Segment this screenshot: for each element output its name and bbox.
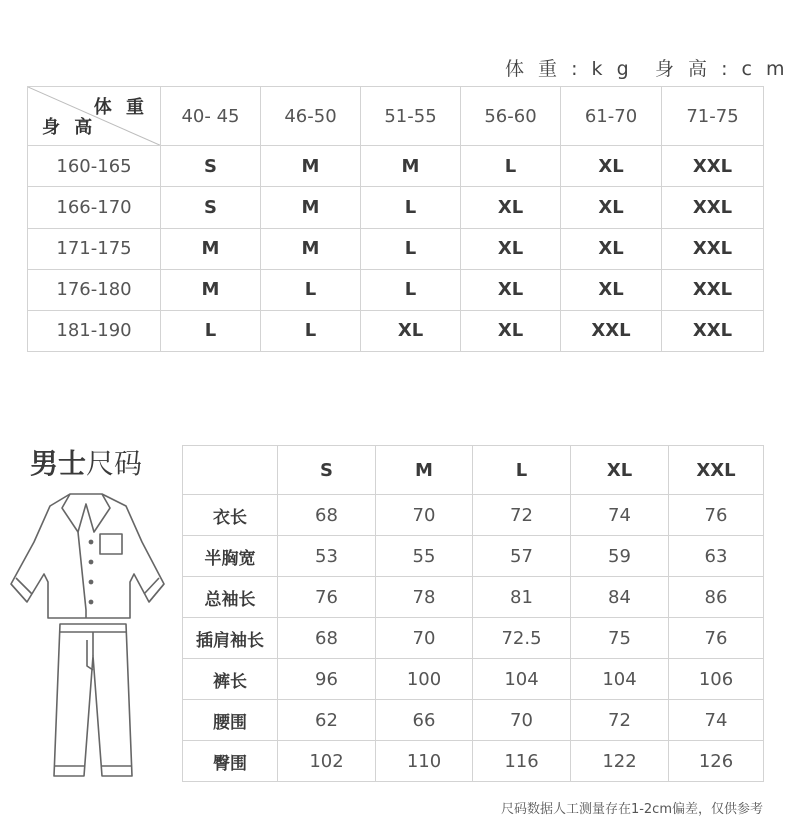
measure-label: 插肩袖长 xyxy=(183,618,278,659)
table-row xyxy=(183,741,764,782)
title-bold: 男士 xyxy=(30,447,87,480)
shirt-collar xyxy=(62,494,110,532)
measure-value: 62 xyxy=(278,700,376,741)
table-row xyxy=(183,495,764,536)
measure-value: 59 xyxy=(571,536,669,577)
height-cell: 160-165 xyxy=(28,146,161,187)
size-cell: XL xyxy=(461,310,561,351)
measure-value: 72 xyxy=(571,700,669,741)
measure-value: 78 xyxy=(376,577,473,618)
size-cell: M xyxy=(361,146,461,187)
measure-value: 106 xyxy=(669,659,764,700)
title-normal: 尺码 xyxy=(86,447,143,480)
measurement-disclaimer: 尺码数据人工测量存在1-2cm偏差，仅供参考 xyxy=(500,802,763,817)
measure-value: 72 xyxy=(473,495,571,536)
shirt-pocket xyxy=(100,534,122,554)
weight-header: 71-75 xyxy=(662,87,764,146)
size-recommendation-table xyxy=(27,86,764,352)
size-header: XXL xyxy=(669,446,764,495)
size-cell: XXL xyxy=(662,228,764,269)
measure-value: 76 xyxy=(278,577,376,618)
size-cell: XL xyxy=(461,187,561,228)
measure-value: 100 xyxy=(376,659,473,700)
empty-corner-cell xyxy=(183,446,278,495)
measure-value: 102 xyxy=(278,741,376,782)
size-cell: L xyxy=(361,228,461,269)
size-cell: S xyxy=(161,187,261,228)
size-header: L xyxy=(473,446,571,495)
measure-label: 半胸宽 xyxy=(183,536,278,577)
measure-value: 72.5 xyxy=(473,618,571,659)
corner-header-cell xyxy=(28,87,161,146)
measure-value: 74 xyxy=(669,700,764,741)
size-header: S xyxy=(278,446,376,495)
table-row xyxy=(183,577,764,618)
size-cell: M xyxy=(261,228,361,269)
measure-value: 53 xyxy=(278,536,376,577)
table-header-row xyxy=(28,87,764,146)
size-cell: XL xyxy=(561,146,662,187)
size-cell: XL xyxy=(561,187,662,228)
height-unit: 身 高 : c m xyxy=(655,58,789,80)
weight-header: 40- 45 xyxy=(161,87,261,146)
size-cell: L xyxy=(361,187,461,228)
size-cell: M xyxy=(261,146,361,187)
shirt-outline xyxy=(11,494,164,618)
weight-header: 61-70 xyxy=(561,87,662,146)
size-cell: XL xyxy=(561,269,662,310)
measure-value: 122 xyxy=(571,741,669,782)
measurement-table xyxy=(182,445,764,782)
measure-value: 70 xyxy=(376,495,473,536)
measure-label: 臀围 xyxy=(183,741,278,782)
table-row xyxy=(28,228,764,269)
corner-weight-label: 体 重 xyxy=(93,97,148,118)
measure-value: 86 xyxy=(669,577,764,618)
measure-value: 63 xyxy=(669,536,764,577)
size-cell: XL xyxy=(561,228,662,269)
measure-value: 126 xyxy=(669,741,764,782)
size-cell: M xyxy=(161,228,261,269)
measure-value: 68 xyxy=(278,618,376,659)
measure-value: 66 xyxy=(376,700,473,741)
size-cell: XXL xyxy=(662,269,764,310)
measure-value: 68 xyxy=(278,495,376,536)
measure-value: 75 xyxy=(571,618,669,659)
shirt-button xyxy=(89,580,92,583)
shirt-button xyxy=(89,560,92,563)
measure-value: 96 xyxy=(278,659,376,700)
height-cell: 171-175 xyxy=(28,228,161,269)
table-row xyxy=(28,269,764,310)
pajama-illustration xyxy=(8,490,168,786)
table-row xyxy=(28,146,764,187)
measure-value: 55 xyxy=(376,536,473,577)
size-cell: L xyxy=(461,146,561,187)
measure-value: 57 xyxy=(473,536,571,577)
table-row xyxy=(183,536,764,577)
size-cell: XL xyxy=(461,269,561,310)
measure-label: 裤长 xyxy=(183,659,278,700)
weight-header: 46-50 xyxy=(261,87,361,146)
table-row xyxy=(183,618,764,659)
size-cell: L xyxy=(261,269,361,310)
weight-header: 56-60 xyxy=(461,87,561,146)
section-title xyxy=(30,442,142,482)
corner-height-label: 身 高 xyxy=(42,117,97,139)
measure-value: 76 xyxy=(669,618,764,659)
measure-value: 110 xyxy=(376,741,473,782)
measure-value: 70 xyxy=(473,700,571,741)
shirt-button xyxy=(89,540,92,543)
size-cell: XXL xyxy=(662,187,764,228)
size-cell: XL xyxy=(361,310,461,351)
size-cell: XXL xyxy=(561,310,662,351)
size-cell: XXL xyxy=(662,146,764,187)
table-row xyxy=(183,700,764,741)
measure-value: 104 xyxy=(571,659,669,700)
size-cell: L xyxy=(361,269,461,310)
size-cell: M xyxy=(261,187,361,228)
units-line xyxy=(505,54,789,80)
table-row xyxy=(28,187,764,228)
size-cell: XXL xyxy=(662,310,764,351)
weight-header: 51-55 xyxy=(361,87,461,146)
size-cell: XL xyxy=(461,228,561,269)
measure-value: 76 xyxy=(669,495,764,536)
size-header: XL xyxy=(571,446,669,495)
measure-label: 总袖长 xyxy=(183,577,278,618)
measure-value: 116 xyxy=(473,741,571,782)
table-header-row xyxy=(183,446,764,495)
height-cell: 166-170 xyxy=(28,187,161,228)
size-cell: S xyxy=(161,146,261,187)
height-cell: 176-180 xyxy=(28,269,161,310)
measure-value: 84 xyxy=(571,577,669,618)
shirt-button xyxy=(89,600,92,603)
weight-unit: 体 重 : k g xyxy=(505,58,633,80)
table-row xyxy=(183,659,764,700)
size-cell: L xyxy=(261,310,361,351)
measure-label: 衣长 xyxy=(183,495,278,536)
measure-value: 104 xyxy=(473,659,571,700)
measure-value: 81 xyxy=(473,577,571,618)
size-header: M xyxy=(376,446,473,495)
measure-label: 腰围 xyxy=(183,700,278,741)
measure-value: 74 xyxy=(571,495,669,536)
measure-value: 70 xyxy=(376,618,473,659)
size-cell: M xyxy=(161,269,261,310)
size-cell: L xyxy=(161,310,261,351)
height-cell: 181-190 xyxy=(28,310,161,351)
table-row xyxy=(28,310,764,351)
